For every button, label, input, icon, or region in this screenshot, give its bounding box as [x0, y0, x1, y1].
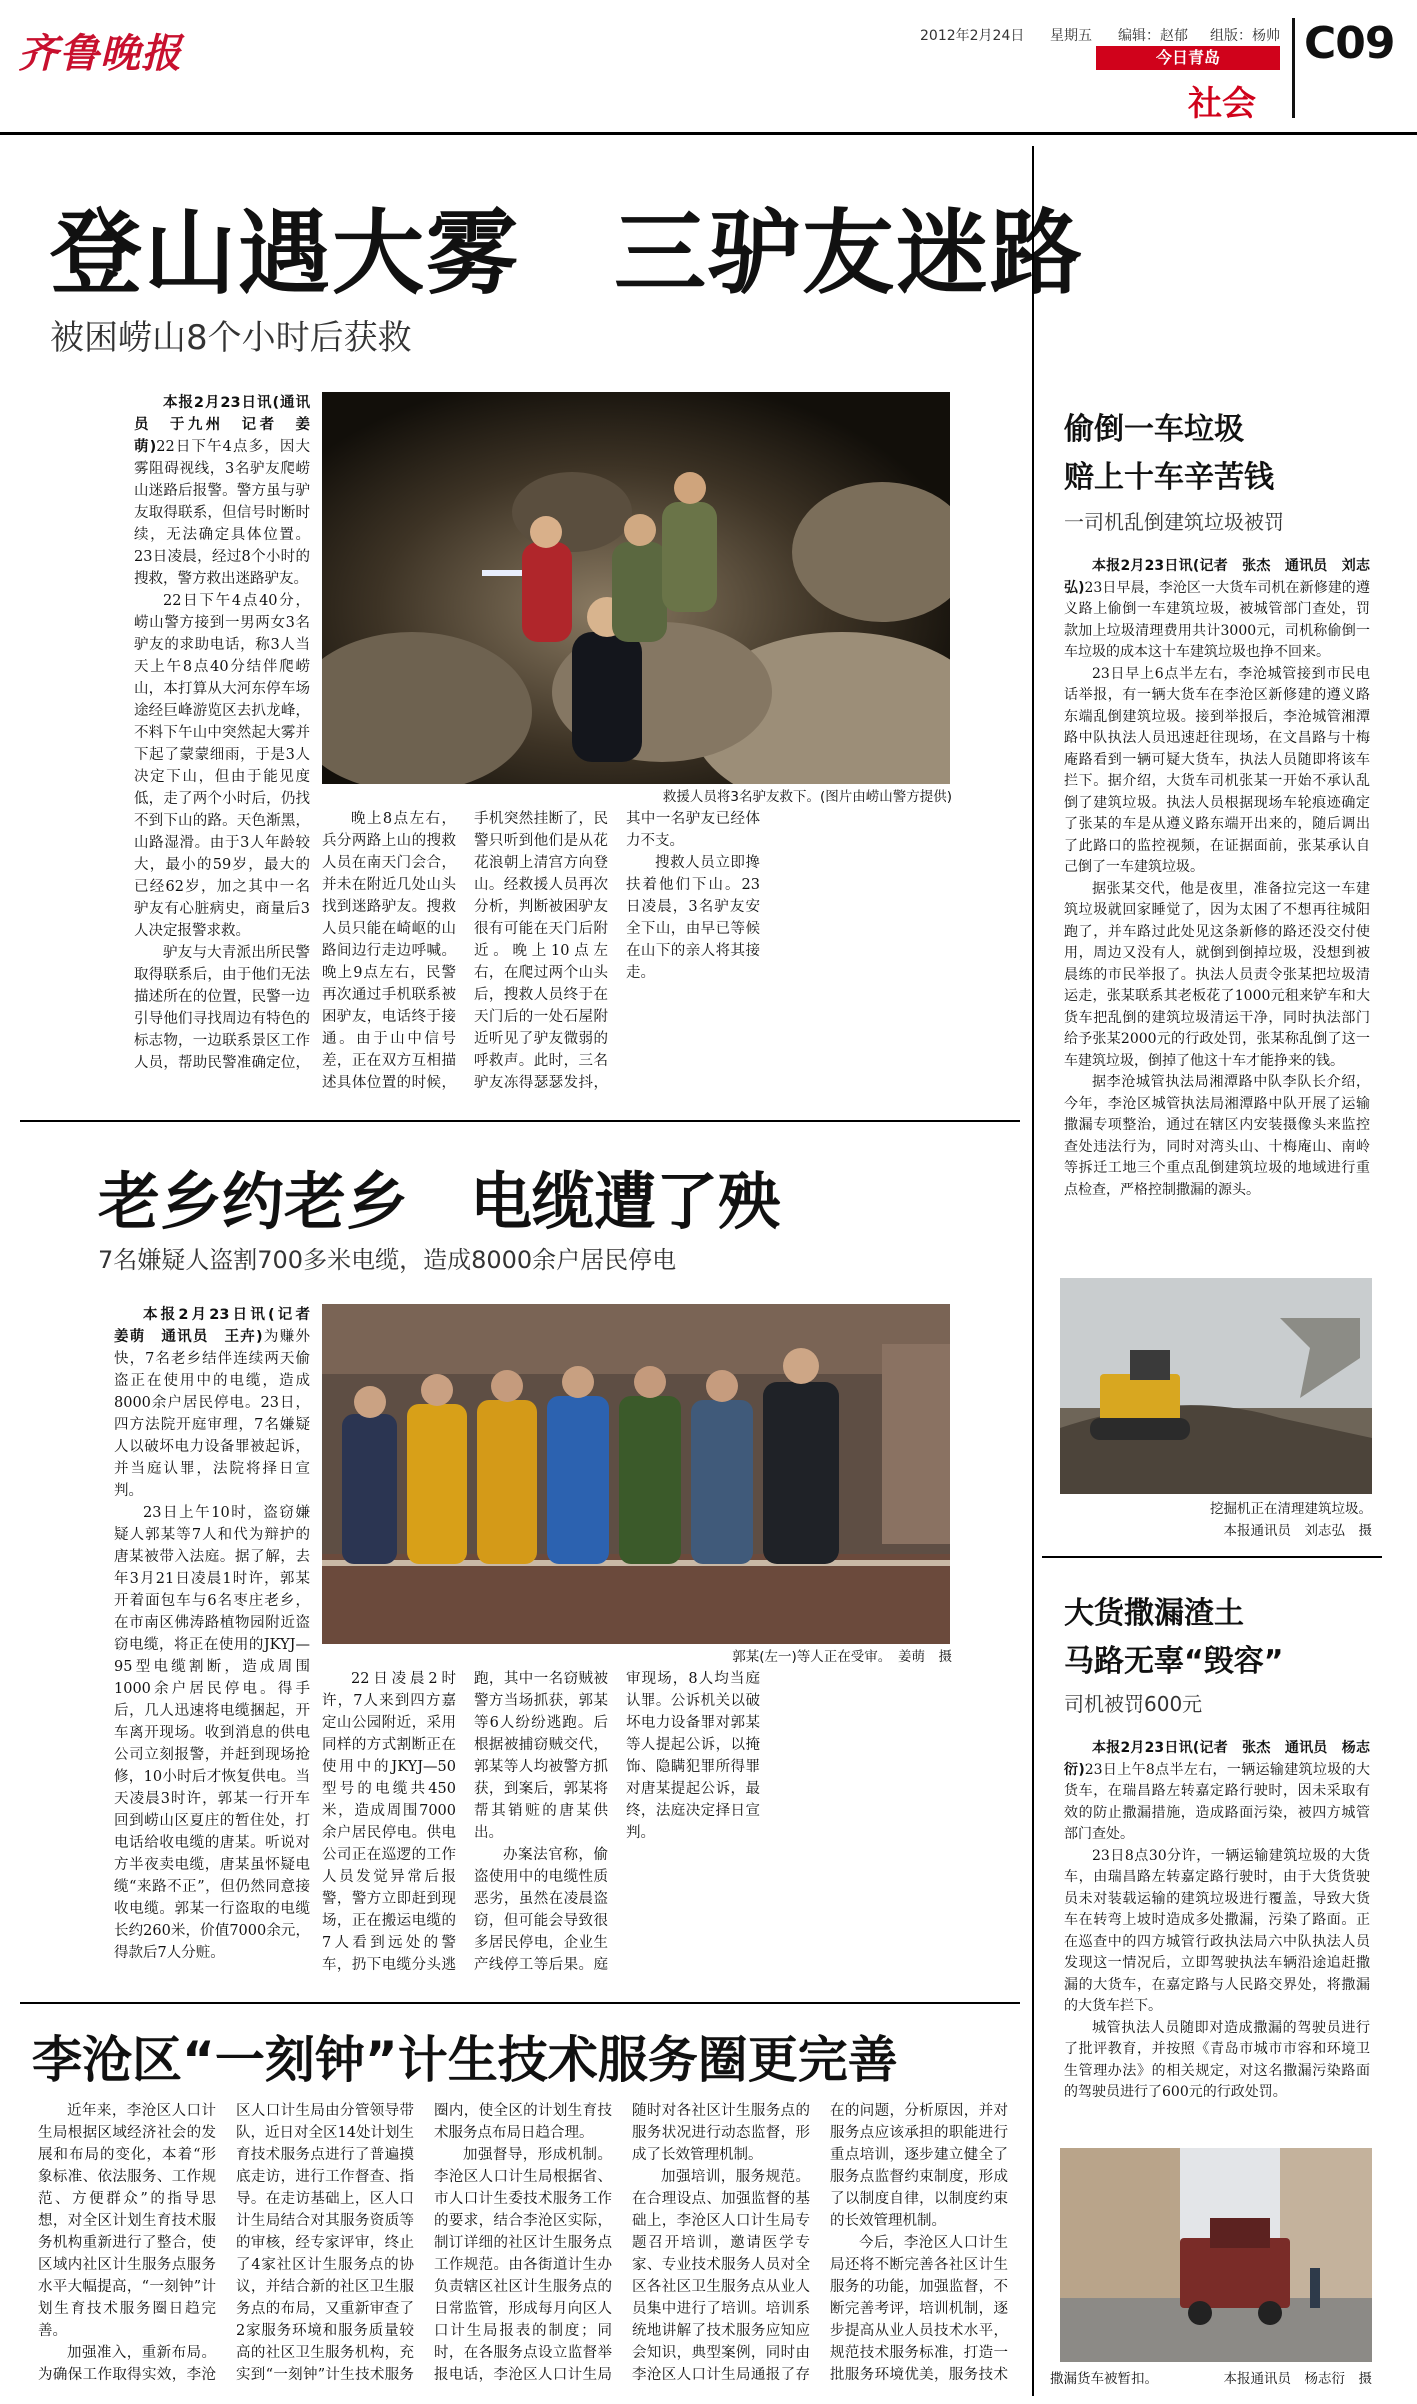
sidebar1-body [1064, 556, 1370, 1266]
headline: 登山遇大雾 三驴友迷路 [50, 200, 1085, 307]
byline: 本报2月23日讯(通讯员 于九州 记者 姜萌) [134, 395, 310, 455]
story-divider [20, 1120, 1020, 1122]
issue-weekday: 星期五 [1050, 28, 1092, 44]
paragraph: 23日8点30分许，一辆运输建筑垃圾的大货车，由瑞昌路左转嘉定路行驶时，由于大货货驶员未对装载运输的建筑垃圾进行覆盖，导致大货车在转弯上坡时造成多处撒漏，污染了路面。正在巡查中的四方城管行政执法局六中队执法人员发现这一情况后，立即驾驶执法车辆沿途追赶撒漏的大货车，在嘉定路与人民路交界处，将撒漏的大货车拦下。 [1064, 1847, 1370, 2014]
photo-caption: 郭某(左一)等人正在受审。 姜萌 摄 [732, 1649, 952, 1665]
sidebar1-headline-2: 赔上十车辛苦钱 [1064, 460, 1274, 495]
paper-logo: 齐鲁晚报 [18, 30, 182, 77]
byline: 本报2月23日讯(记者 姜萌 通讯员 王卉) [114, 1307, 310, 1345]
photo-credit: 本报通讯员 刘志弘 摄 [1223, 1523, 1372, 1539]
paragraph: 23日早上6点半左右，李沧城管接到市民电话举报，有一辆大货车在李沧区新修建的遵义路东端乱倒建筑垃圾。接到举报后，李沧城管湘潭路中队执法人员迅速赶往现场，在文昌路与十梅庵路看到一辆可疑大货车，执法人员随即将该车拦下。据介绍，大货车司机张某一开始不承认乱倒了建筑垃圾。执法人员根据现场车轮痕迹确定了张某的车是从遵义路东端开出来的，随后调出了此路口的监控视频，在证据面前，张某承认自己倒了一车建筑垃圾。 [1064, 665, 1370, 875]
paragraph: 加强准入，重新布局。为确保工作取得实效，李沧区人口计生局由分管领导带队，近日对全区14处计划生育技术服务点进行了普遍摸底走访，进行工作督查、指导。在走访基础上，区人口计生局结合对其服务资质等的审核，经专家评审，终止了4家社区计生服务点的协议，并结合新的社区卫生服务点的布局，又重新审查了2家服务环境和服务质量较高的社区卫生服务机构，充实到“一刻钟”计生技术服务圈内，使全区的计划生育技术服务点布局日趋合理。 [38, 2103, 612, 2383]
paragraph: 城管执法人员随即对造成撒漏的驾驶员进行了批评教育，并按照《青岛市城市市容和环境卫生管理办法》的相关规定，对这名撒漏污染路面的驾驶员进行了600元的行政处罚。 [1064, 2019, 1370, 2100]
paragraph: 22日下午4点多，因大雾阻碍视线，3名驴友爬崂山迷路后报警。警方虽与驴友取得联系，但信号时断时续，无法确定具体位置。23日凌晨，经过8个小时的搜救，警方救出迷路驴友。 [134, 439, 310, 587]
paragraph: 办案法官称，偷盗使用中的电缆性质恶劣，虽然在凌晨盗窃，但可能会导致很多居民停电，企业生产线停工等后果。庭审现场，8人均当庭认罪。公诉机关以破坏电力设备罪对郭某等人提起公诉，以掩饰、隐瞒犯罪所得罪对唐某提起公诉，最终，法庭决定择日宣判。 [474, 1671, 760, 1973]
story2-col-2 [322, 1668, 912, 1994]
headline: 老乡约老乡 电缆遭了殃 [98, 1165, 781, 1238]
truck-photo-image [1060, 2148, 1372, 2362]
photo-caption: 救援人员将3名驴友救下。(图片由崂山警方提供) [662, 789, 952, 805]
paragraph: 晚上8点左右，兵分两路上山的搜救人员在南天门会合，并未在附近几处山头找到迷路驴友。搜救人员只能在崎岖的山路间边行走边呼喊。晚上9点左右，民警再次通过手机联系被困驴友，电话终于接通。由于山中信号差，正在双方互相描述具体位置的时候，手机突然挂断了，民警只听到他们是从花花浪朝上清宫方向登山。经救援人员再次分析，判断被困驴友很有可能在天门后附近。晚上10点左右，在爬过两个山头后，搜救人员终于在天门后的一处石屋附近听见了驴友微弱的呼救声。此时，三名驴友冻得瑟瑟发抖，其中一名驴友已经体力不支。 [322, 811, 760, 1091]
story-divider [20, 2002, 1020, 2004]
trial-photo-image [322, 1304, 950, 1644]
sidebar-divider [1032, 146, 1034, 2396]
excavator-photo [1060, 1278, 1372, 1494]
paragraph: 近年来，李沧区人口计生局根据区域经济社会的发展和布局的变化，本着“形象标准、依法服务、工作规范、方便群众”的指导思想，对全区计划生育技术服务机构重新进行了整合，使区域内社区计生服务点服务水平大幅提高，“一刻钟”计划生育技术服务圈日趋完善。 [38, 2103, 216, 2339]
photo-credit: 本报通讯员 杨志衍 摄 [1223, 2371, 1372, 2387]
masthead [0, 0, 1417, 146]
paragraph: 加强督导，形成机制。李沧区人口计生局根据省、市人口计生委技术服务工作的要求，结合李沧区实际，制订详细的社区计生服务点工作规范。由各街道计生办负责辖区社区计生服务点的日常监管，形成每月向区人口计生局报表的制度；同时，在各服务点设立监督举报电话，李沧区人口计生局随时对各社区计生服务点的服务状况进行动态监督，形成了长效管理机制。 [434, 2103, 810, 2383]
sidebar1-headline-1: 偷倒一车垃圾 [1064, 412, 1244, 447]
sidebar2-headline-2: 马路无辜“毁容” [1064, 1644, 1284, 1679]
sidebar1-subhead: 一司机乱倒建筑垃圾被罚 [1064, 510, 1284, 534]
headline: 李沧区“一刻钟”计生技术服务圈更完善 [32, 2031, 898, 2089]
masthead-rule [0, 132, 1417, 135]
paragraph: 为赚外快，7名老乡结伴连续两天偷盗正在使用中的电缆，造成8000余户居民停电。23日，四方法院开庭审理，7名嫌疑人以破坏电力设备罪被起诉，并当庭认罪，法院将择日宣判。 [114, 1329, 310, 1499]
layout-credit: 组版：杨帅 [1210, 28, 1280, 44]
sidebar2-body [1064, 1738, 1370, 2142]
byline: 本报2月23日讯(记者 张杰 通讯员 刘志弘) [1064, 558, 1370, 596]
sidebar-divider [1042, 1556, 1382, 1558]
story3-body [38, 2100, 1008, 2390]
photo-caption: 撒漏货车被暂扣。 [1050, 2371, 1158, 2387]
story1-col-2 [322, 808, 912, 1108]
paragraph: 22日凌晨2时许，7人来到四方嘉定山公园附近，采用同样的方式割断正在使用中的JKYJ—50型号的电缆共450米，造成周围7000余户居民停电。供电公司正在巡逻的工作人员发觉异常后报警，警方立即赶到现场，正在搬运电缆的7人看到远处的警车，扔下电缆分头逃跑，其中一名窃贼被警方当场抓获，郭某等6人纷纷逃跑。后根据被捕窃贼交代，郭某等人均被警方抓获，到案后，郭某将帮其销赃的唐某供出。 [322, 1671, 608, 1973]
sidebar2-subhead: 司机被罚600元 [1064, 1692, 1203, 1716]
paragraph: 23日早晨，李沧区一大货车司机在新修建的遵义路上偷倒一车建筑垃圾，被城管部门查处，罚款加上垃圾清理费用共计3000元，司机称偷倒一车垃圾的成本这十车建筑垃圾也挣不回来。 [1064, 579, 1370, 660]
photo-caption: 挖掘机正在清理建筑垃圾。 [1210, 1501, 1372, 1517]
section-tag: 今日青岛 [1096, 46, 1280, 70]
page-number: C09 [1304, 18, 1395, 69]
paragraph: 据李沧城管执法局湘潭路中队李队长介绍，今年，李沧区城管执法局湘潭路中队开展了运输撒漏专项整治，通过在辖区内安装摄像头来监控查处违法行为，同时对湾头山、十梅庵山、南岭等拆迁工地三个重点乱倒建筑垃圾的地域进行重点检查，严格控制撒漏的源头。 [1064, 1074, 1370, 1198]
truck-photo [1060, 2148, 1372, 2362]
byline: 本报2月23日讯(记者 张杰 通讯员 杨志衍) [1064, 1740, 1370, 1778]
rescue-photo-image [322, 392, 950, 784]
paragraph: 加强培训，服务规范。在合理设点、加强监督的基础上，李沧区人口计生局专题召开培训，邀请医学专家、专业技术服务人员对全区各社区卫生服务点从业人员集中进行了培训。培训系统地讲解了技术服务应知应会知识，典型案例，同时由李沧区人口计生局通报了存在的问题，分析原因，并对服务点应该承担的职能进行重点培训，逐步建立健全了服务点监督约束制度，形成了以制度自律，以制度约束的长效管理机制。 [632, 2103, 1008, 2383]
paragraph: 据张某交代，他是夜里，准备拉完这一车建筑垃圾就回家睡觉了，因为太困了不想再往城阳跑了，并车路过此处见这条新修的路还没交付使用，周边又没有人，就倒到倒掉垃圾，没想到被晨练的市民举报了。执法人员责令张某把垃圾清运走，张某联系其老板花了1000元租来铲车和大货车把乱倒的建筑垃圾清运干净，同时执法部门给予张某2000元的行政处罚，张某称乱倒了这一车建筑垃圾，倒掉了他这十车才能挣来的钱。 [1064, 880, 1370, 1069]
sidebar2-headline-1: 大货撒漏渣土 [1064, 1596, 1244, 1631]
issue-date: 2012年2月24日 [920, 28, 1025, 44]
section-name: 社会 [1188, 84, 1256, 124]
masthead-divider [1292, 18, 1295, 118]
paragraph: 今后，李沧区人口计生局还将不断完善各社区计生服务的功能，加强监督，不断完善考评，培训机制，逐步提高从业人员技术水平，规范技术服务标准，打造一批服务环境优美，服务技术 [830, 2235, 1008, 2383]
story2-col-1 [114, 1304, 310, 1994]
subhead: 被困崂山8个小时后获救 [50, 318, 412, 358]
trial-photo [322, 1304, 950, 1644]
rescue-photo [322, 392, 950, 784]
excavator-photo-image [1060, 1278, 1372, 1494]
editor-credit: 编辑：赵郁 [1118, 28, 1188, 44]
paragraph: 23日上午8点半左右，一辆运输建筑垃圾的大货车，在瑞昌路左转嘉定路行驶时，因未采取有效的防止撒漏措施，造成路面污染，被四方城管部门查处。 [1064, 1761, 1370, 1842]
paragraph: 驴友与大青派出所民警取得联系后，由于他们无法描述所在的位置，民警一边引导他们寻找周边有特色的标志物，一边联系景区工作人员，帮助民警准确定位， [134, 945, 310, 1071]
story1-col-1 [134, 392, 310, 1072]
paragraph: 23日上午10时，盗窃嫌疑人郭某等7人和代为辩护的唐某被带入法庭。据了解，去年3月21日凌晨1时许，郭某开着面包车与6名枣庄老乡，在市南区佛涛路植物园附近盗窃电缆，将正在使用的JKYJ—95型电缆割断，造成周围1000余户居民停电。得手后，几人迅速将电缆捆起，开车离开现场。收到消息的供电公司立刻报警，并赶到现场抢修，10小时后才恢复供电。当天凌晨3时许，郭某一行开车回到崂山区夏庄的暂住处，打电话给收电缆的唐某。听说对方半夜卖电缆，唐某虽怀疑电缆“来路不正”，但仍然同意接收电缆。郭某一行盗取的电缆长约260米，价值7000余元，得款后7人分赃。 [114, 1505, 310, 1961]
paragraph: 搜救人员立即搀扶着他们下山。23日凌晨，3名驴友安全下山，由早已等候在山下的亲人将其接走。 [626, 855, 760, 981]
subhead: 7名嫌疑人盗割700多米电缆，造成8000余户居民停电 [98, 1246, 677, 1274]
paragraph: 22日下午4点40分，崂山警方接到一男两女3名驴友的求助电话，称3人当天上午8点40分结伴爬崂山，本打算从大河东停车场途经巨峰游览区去扒龙峰，不料下午山中突然起大雾并下起了蒙蒙细雨，于是3人决定下山，但由于能见度低，走了两个小时后，仍找不到下山的路。天色渐黑，山路湿滑。由于3人年龄较大，最小的59岁，最大的已经62岁，加之其中一名驴友有心脏病史，商量后3人决定报警求救。 [134, 593, 310, 939]
